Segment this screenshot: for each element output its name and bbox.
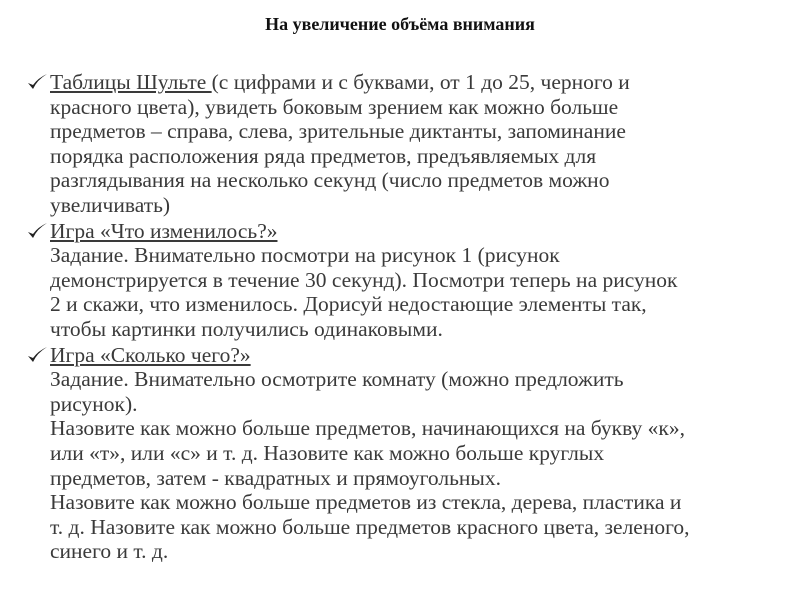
item-text: порядка расположения ряда предметов, предъявляемых для (50, 143, 597, 168)
item-text: увеличивать) (50, 192, 171, 217)
item-text: синего и т. д. (50, 539, 169, 564)
item-heading-what-changed[interactable]: Игра «Что изменилось?» (50, 218, 278, 243)
checkmark-icon (26, 220, 48, 242)
item-text: т. д. Назовите как можно больше предметов красного цвета, зеленого, (50, 514, 690, 539)
checkmark-icon (26, 344, 48, 366)
item-text: рисунок). (50, 391, 138, 416)
item-text: 2 и скажи, что изменилось. Дорисуй недостающие элементы так, (50, 292, 647, 317)
item-text: разглядывания на несколько секунд (число предметов можно (50, 168, 610, 193)
item-text: Задание. Внимательно посмотри на рисунок 1 (рисунок (50, 243, 560, 268)
item-text: Назовите как можно больше предметов из стекла, дерева, пластика и (50, 490, 682, 515)
content-list (26, 70, 786, 565)
list-item-what-changed-game (26, 219, 786, 342)
item-heading-how-many[interactable]: Игра «Сколько чего?» (50, 342, 251, 367)
checkmark-icon (26, 71, 48, 93)
item-text: чтобы картинки получились одинаковыми. (50, 316, 443, 341)
item-text: Назовите как можно больше предметов, начинающихся на букву «к», (50, 416, 685, 441)
item-text: демонстрируется в течение 30 секунд). Посмотри теперь на рисунок (50, 267, 678, 292)
page-title: На увеличение объёма внимания (265, 14, 535, 34)
item-text: красного цвета), увидеть боковым зрением как можно больше (50, 94, 619, 119)
list-item-schulte-tables (26, 70, 786, 218)
item-text: предметов, затем - квадратных и прямоугольных. (50, 465, 501, 490)
list-item-how-many-game (26, 343, 786, 564)
item-heading-schulte[interactable]: Таблицы Шульте (50, 70, 212, 94)
item-text: (с цифрами и с буквами, от 1 до 25, черного и (211, 70, 630, 94)
item-text: или «т», или «с» и т. д. Назовите как можно больше круглых (50, 440, 605, 465)
item-text: предметов – справа, слева, зрительные диктанты, запоминание (50, 119, 626, 144)
item-text: Задание. Внимательно осмотрите комнату (можно предложить (50, 367, 624, 392)
